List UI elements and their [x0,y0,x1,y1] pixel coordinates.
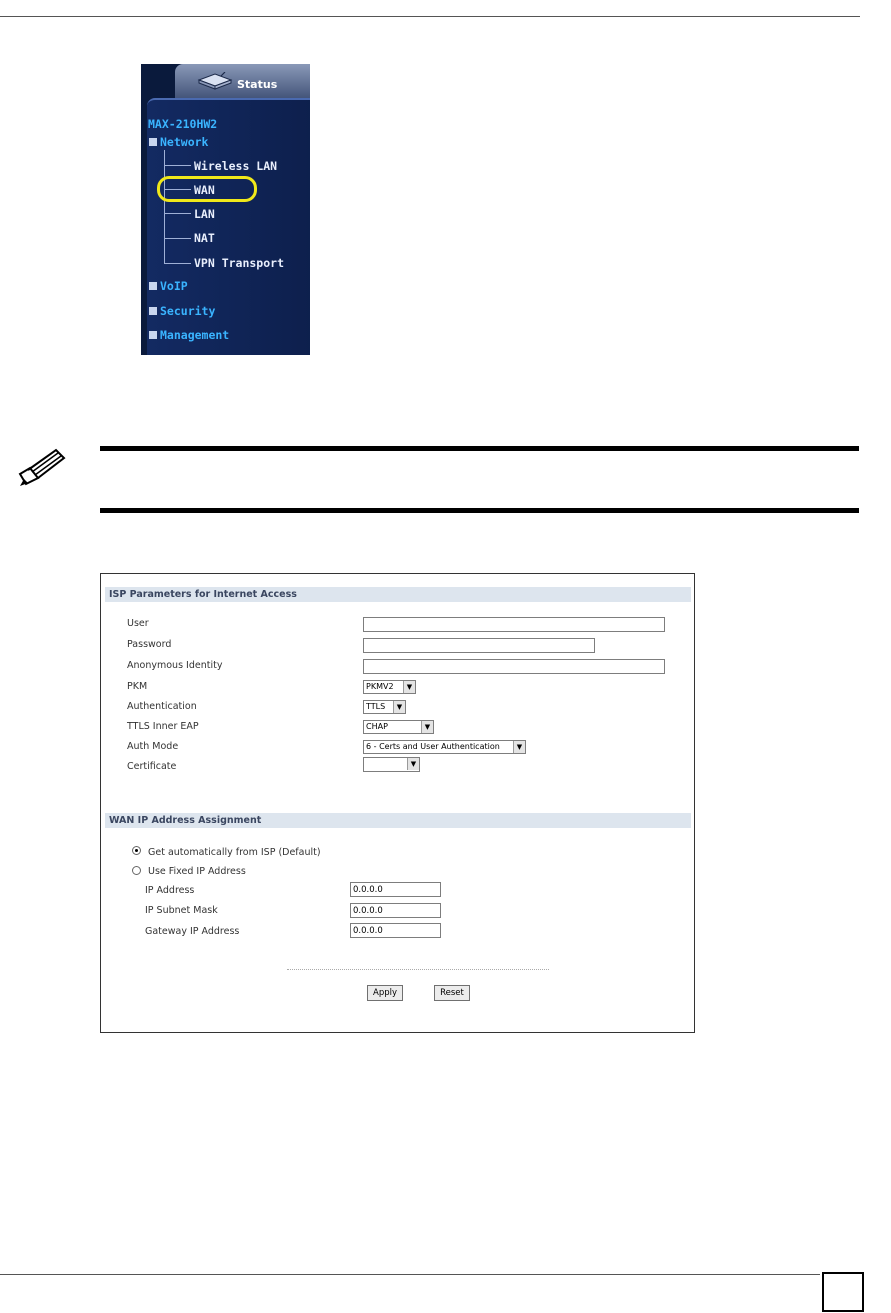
fixed-ip-radio[interactable] [132,866,141,875]
password-input[interactable] [363,638,595,653]
isp-section-title: ISP Parameters for Internet Access [105,587,691,602]
ip-address-input[interactable]: 0.0.0.0 [350,882,441,897]
pkm-select[interactable] [363,680,416,694]
auto-ip-label: Get automatically from ISP (Default) [148,847,321,858]
navigation-panel-figure [141,64,310,355]
reset-button[interactable]: Reset [434,985,470,1001]
menu-item-wan[interactable]: WAN [194,183,215,197]
collapse-icon [149,138,157,146]
auto-ip-radio[interactable] [132,846,141,855]
chevron-down-icon: ▼ [407,758,419,770]
password-label: Password [127,639,172,650]
authentication-value: TTLS [366,702,386,711]
gateway-input[interactable]: 0.0.0.0 [350,923,441,938]
menu-security[interactable] [149,304,215,318]
note-bottom-rule [100,508,859,513]
menu-network[interactable] [149,135,208,149]
status-tab[interactable] [175,64,310,98]
page-number-box [822,1272,864,1312]
apply-button[interactable]: Apply [367,985,403,1001]
menu-item-vpn-transport[interactable]: VPN Transport [194,256,285,270]
chevron-down-icon: ▼ [393,701,405,713]
certificate-label: Certificate [127,761,177,772]
ttls-inner-eap-label: TTLS Inner EAP [127,721,199,732]
chevron-down-icon: ▼ [513,741,525,753]
tree-connector [164,150,165,263]
pkm-label: PKM [127,681,148,692]
expand-icon [149,307,157,315]
wan-settings-form [100,573,695,1033]
certificate-select[interactable] [363,757,420,772]
anonymous-identity-label: Anonymous Identity [127,660,223,671]
router-icon [195,72,235,90]
expand-icon [149,331,157,339]
user-label: User [127,618,149,629]
status-tab-label: Status [237,78,278,91]
menu-management-label: Management [160,328,230,342]
menu-voip[interactable] [149,279,188,293]
anonymous-identity-input[interactable] [363,659,665,674]
chevron-down-icon: ▼ [421,721,433,733]
button-divider [287,969,549,970]
wan-ip-section-title: WAN IP Address Assignment [105,813,691,828]
ttls-inner-eap-select[interactable] [363,720,434,734]
tree-branch [164,238,191,239]
menu-item-lan[interactable]: LAN [194,207,215,221]
pencil-note-icon [16,444,68,488]
subnet-mask-label: IP Subnet Mask [145,905,218,916]
menu-item-wireless-lan[interactable]: Wireless LAN [194,159,278,173]
tree-branch [164,213,191,214]
gateway-label: Gateway IP Address [145,926,240,937]
ip-address-label: IP Address [145,885,195,896]
note-top-rule [100,446,859,451]
menu-network-label: Network [160,135,209,149]
chevron-down-icon: ▼ [403,681,415,693]
tree-branch [164,165,191,166]
subnet-mask-input[interactable]: 0.0.0.0 [350,903,441,918]
tree-branch [164,263,191,264]
ttls-inner-eap-value: CHAP [366,722,388,731]
menu-item-nat[interactable]: NAT [194,231,215,245]
pkm-value: PKMV2 [366,682,394,691]
auth-mode-select[interactable] [363,740,526,754]
wan-highlight-callout [157,176,257,202]
footer-rule [0,1274,820,1275]
fixed-ip-label: Use Fixed IP Address [148,866,246,877]
device-name: MAX-210HW2 [148,117,218,131]
expand-icon [149,282,157,290]
authentication-label: Authentication [127,701,197,712]
user-input[interactable] [363,617,665,632]
auth-mode-label: Auth Mode [127,741,179,752]
header-rule [0,16,860,17]
auth-mode-value: 6 - Certs and User Authentication [366,742,500,751]
menu-management[interactable] [149,328,229,342]
authentication-select[interactable] [363,700,406,714]
menu-voip-label: VoIP [160,279,188,293]
menu-security-label: Security [160,304,216,318]
